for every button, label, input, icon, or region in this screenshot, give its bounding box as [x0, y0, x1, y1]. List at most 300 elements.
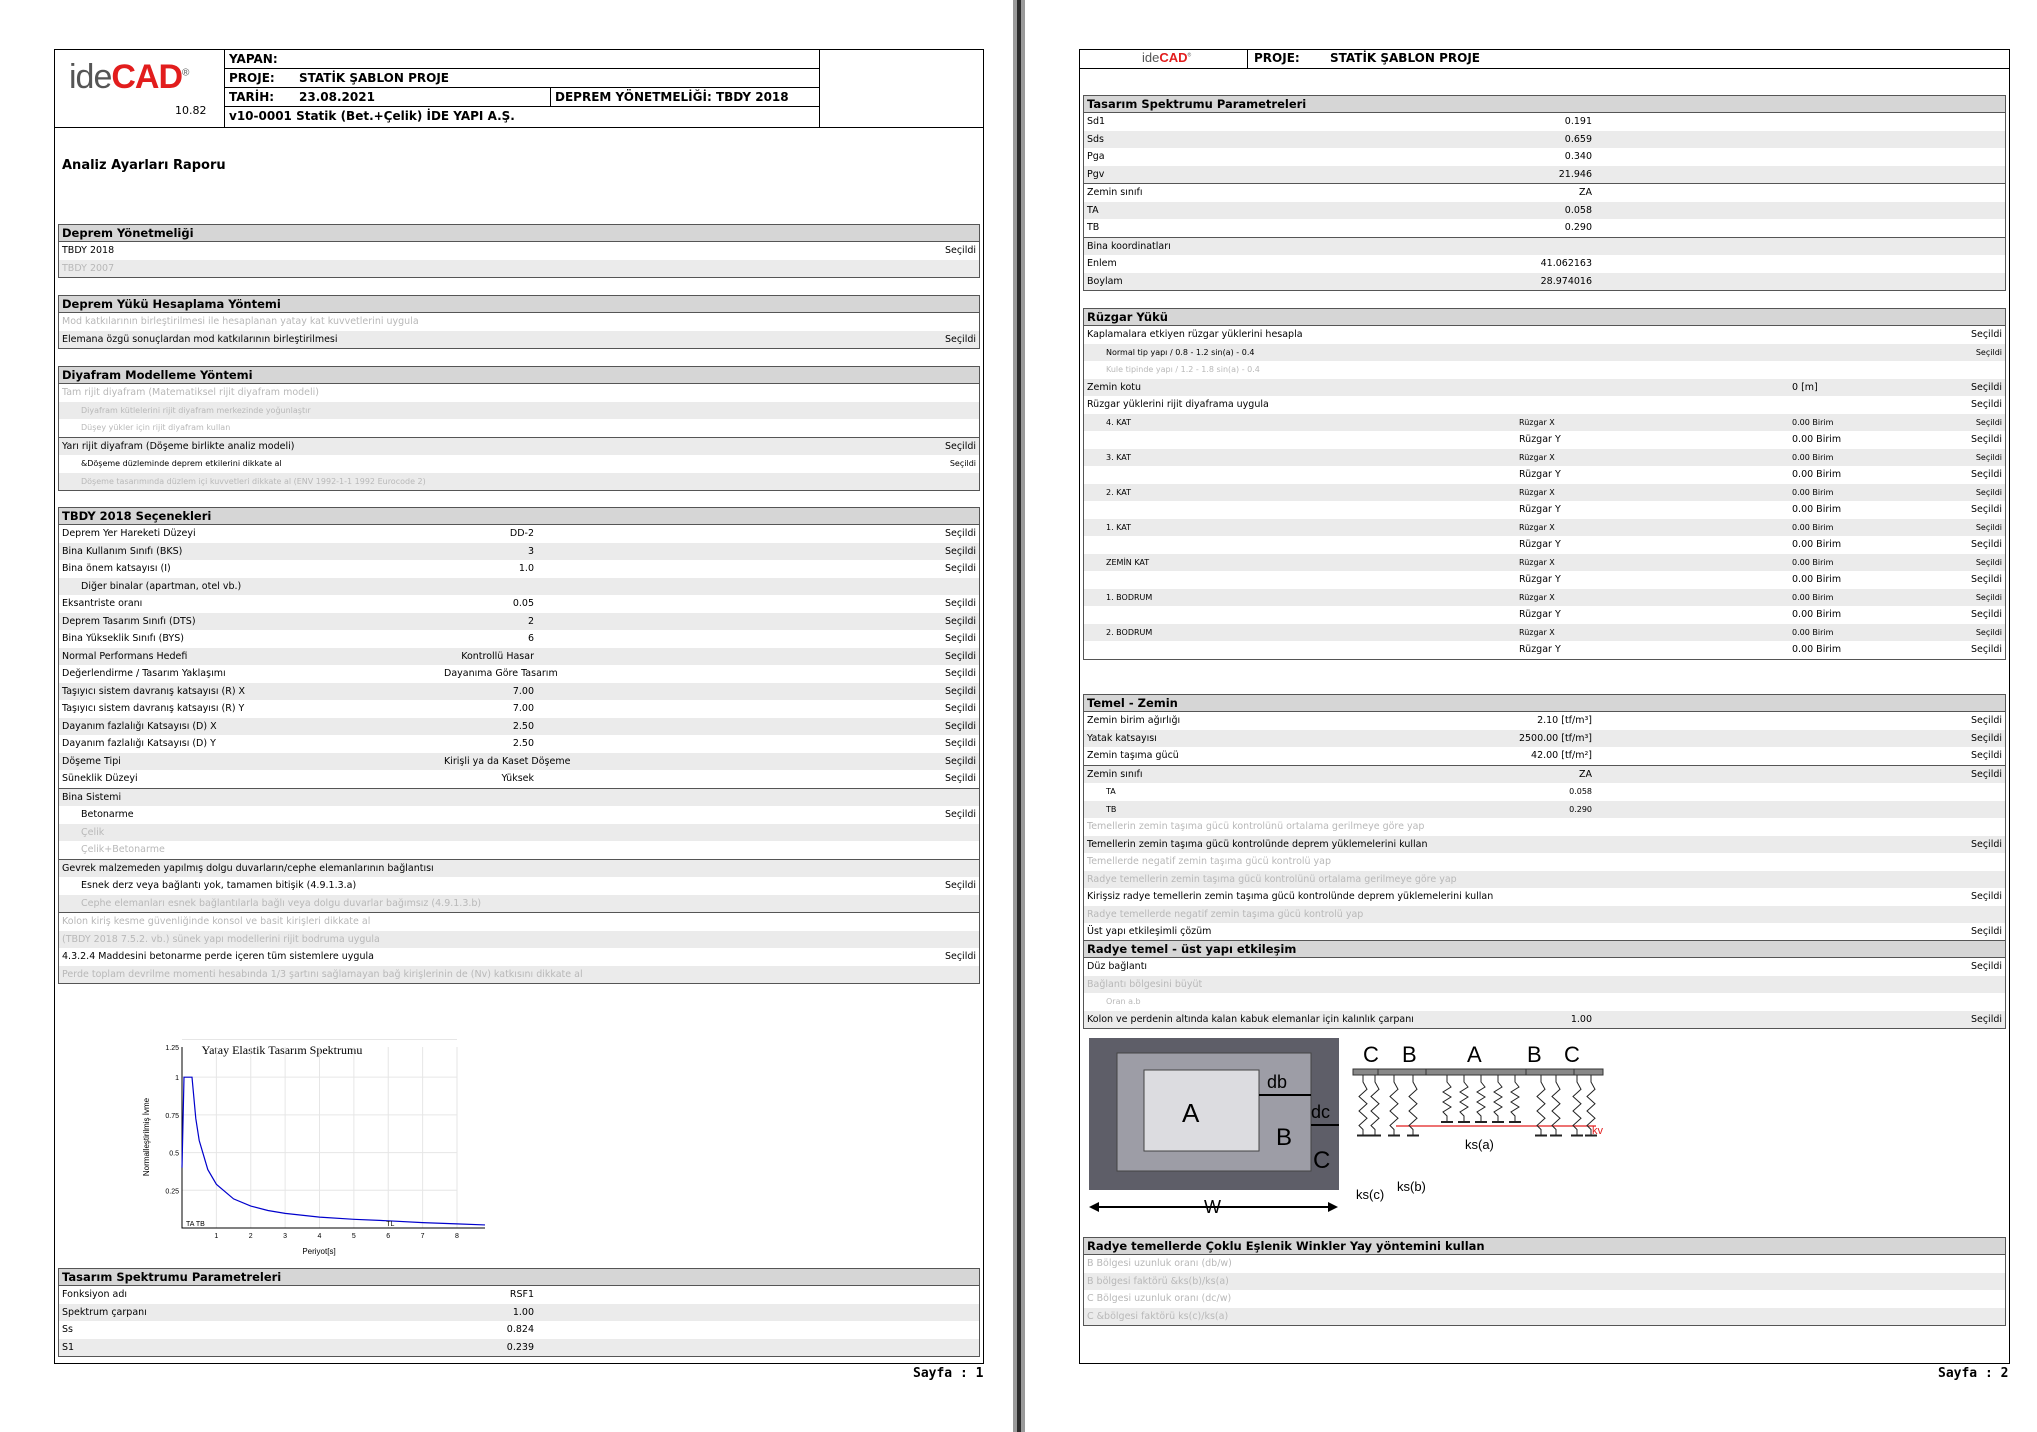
- row-label: Sds: [1087, 133, 1105, 145]
- row-value: 21.946: [1558, 168, 1592, 180]
- section-title: Deprem Yükü Hesaplama Yöntemi: [59, 296, 979, 313]
- row-direction: Rüzgar Y: [1519, 469, 1561, 480]
- table-row: [1084, 993, 2005, 1011]
- row-label: Perde toplam devrilme momenti hesabında 1/3 şartını sağlamayan bağ kirişlerinin de (Nv) katkısını dikkate al: [62, 968, 583, 980]
- row-selected-flag: Seçildi: [1970, 539, 2002, 550]
- row-label: Radye temellerde negatif zemin taşıma gücü kontrolü yap: [1087, 908, 1364, 920]
- row-value: 1.0: [518, 563, 534, 574]
- row-label: Döşeme tasarımında düzlem içi kuvvetleri dikkate al (ENV 1992-1-1 1992 Eurocode 2): [81, 476, 426, 486]
- row-label: Pgv: [1087, 168, 1105, 180]
- row-value: 2.10 [tf/m³]: [1537, 715, 1592, 726]
- proje-label: PROJE:: [229, 71, 275, 85]
- table-row: [59, 260, 979, 278]
- table-row: [1084, 361, 2005, 379]
- row-value: 0.05: [512, 598, 534, 609]
- row-value: DD-2: [509, 528, 534, 539]
- spring: [1443, 1075, 1451, 1122]
- row-label: Değerlendirme / Tasarım Yaklaşımı: [62, 668, 226, 679]
- proje-value: STATİK ŞABLON PROJE: [299, 71, 449, 85]
- page-frame: [1079, 49, 2010, 1364]
- x-tick-label: 4: [317, 1233, 322, 1240]
- table-row: [59, 841, 979, 859]
- table-row: [1084, 606, 2005, 624]
- row-label: Dayanım fazlalığı Katsayısı (D) Y: [62, 738, 216, 749]
- row-direction: Rüzgar X: [1519, 487, 1555, 497]
- table-row: [59, 578, 979, 596]
- row-label: Enlem: [1087, 258, 1117, 269]
- row-selected-flag: Seçildi: [1970, 715, 2002, 726]
- row-label: B bölgesi faktörü &ks(b)/ks(a): [1087, 1275, 1229, 1287]
- row-selected-flag: Seçildi: [1975, 452, 2002, 462]
- spring: [1511, 1075, 1519, 1122]
- section-title: Tasarım Spektrumu Parametreleri: [1084, 96, 2005, 113]
- table-row: [59, 753, 979, 771]
- y-tick-label: 1.25: [165, 1045, 179, 1052]
- top-label-c-left: C: [1363, 1042, 1379, 1067]
- row-value: 0.00 Birim: [1792, 557, 1834, 567]
- page-number: Sayfa : 2: [1938, 1366, 2009, 1381]
- section-title: TBDY 2018 Seçenekleri: [59, 508, 979, 525]
- row-value: 2.50: [512, 738, 534, 749]
- x-tick-label: 7: [420, 1233, 425, 1240]
- section-title: Radye temellerde Çoklu Eşlenik Winkler Yay yöntemini kullan: [1084, 1238, 2005, 1255]
- row-label: Yarı rijit diyafram (Döşeme birlikte analiz modeli): [62, 440, 295, 452]
- row-label: Süneklik Düzeyi: [62, 773, 138, 784]
- table-row: [1084, 906, 2005, 924]
- row-selected-flag: Seçildi: [1970, 434, 2002, 445]
- section-deprem-yonetmeligi: [58, 224, 980, 278]
- table-row: [1084, 976, 2005, 994]
- row-selected-flag: Seçildi: [1970, 504, 2002, 515]
- ks-b-label: ks(b): [1397, 1179, 1426, 1194]
- table-row: [1084, 414, 2005, 432]
- row-label: Bağlantı bölgesini büyüt: [1087, 978, 1203, 990]
- chart-y-axis-label: Normalleştirilmiş İvme: [142, 1097, 151, 1177]
- db-label: db: [1267, 1072, 1288, 1092]
- section-title: Rüzgar Yükü: [1084, 309, 2005, 326]
- spectrum-chart: [65, 1010, 485, 1260]
- table-row: [59, 1286, 979, 1304]
- zone-c-label: C: [1313, 1147, 1331, 1174]
- spring: [1371, 1075, 1379, 1136]
- row-value: Kontrollü Hasar: [461, 650, 534, 662]
- table-row: [59, 912, 979, 931]
- row-selected-flag: Seçildi: [944, 720, 976, 732]
- row-label: Spektrum çarpanı: [62, 1306, 147, 1318]
- row-label: Elemana özgü sonuçlardan mod katkılarının birleştirilmesi: [62, 333, 338, 345]
- row-label: Diyafram kütlelerini rijit diyafram merkezinde yoğunlaştır: [81, 405, 311, 415]
- row-label: Rüzgar yüklerini rijit diyaframa uygula: [1087, 399, 1269, 410]
- table-row: [1084, 326, 2005, 344]
- row-value: 2: [527, 615, 534, 627]
- row-selected-flag: Seçildi: [1975, 347, 2002, 357]
- table-row: [1084, 237, 2005, 256]
- table-row: [59, 630, 979, 648]
- tarih-value: 23.08.2021: [299, 90, 375, 104]
- table-row: [1084, 730, 2005, 748]
- table-row: [1084, 923, 2005, 941]
- row-label: Deprem Yer Hareketi Düzeyi: [62, 528, 196, 539]
- row-value: 0.00 Birim: [1792, 434, 1842, 445]
- row-value: 0.191: [1564, 116, 1592, 127]
- row-selected-flag: Seçildi: [1970, 644, 2002, 655]
- row-value: 0.00 Birim: [1792, 469, 1842, 480]
- ks-c-label: ks(c): [1356, 1187, 1385, 1202]
- row-label: 2. BODRUM: [1106, 627, 1153, 637]
- row-label: Döşeme Tipi: [62, 755, 121, 767]
- row-label: Bina koordinatları: [1087, 240, 1171, 252]
- row-selected-flag: Seçildi: [1970, 1013, 2002, 1025]
- table-row: [1084, 449, 2005, 467]
- table-row: [59, 1339, 979, 1357]
- row-selected-flag: Seçildi: [1970, 381, 2002, 393]
- row-label: Taşıyıcı sistem davranış katsayısı (R) X: [62, 685, 246, 697]
- table-row: [59, 384, 979, 402]
- section-temel-zemin: [1083, 694, 2006, 942]
- table-row: [59, 1304, 979, 1322]
- table-row: [1084, 1255, 2005, 1273]
- section-tasarim-spektrumu: [1083, 95, 2006, 291]
- row-selected-flag: Seçildi: [1970, 891, 2002, 902]
- table-row: [1084, 747, 2005, 765]
- table-row: [1084, 801, 2005, 819]
- row-selected-flag: Seçildi: [1970, 399, 2002, 410]
- table-row: [1084, 818, 2005, 836]
- section-radye-temel: [1083, 940, 2006, 1029]
- row-value: 0.239: [506, 1341, 534, 1353]
- table-row: [59, 437, 979, 456]
- x-tick-label: 5: [351, 1233, 356, 1240]
- table-row: [59, 859, 979, 878]
- table-row: [1084, 712, 2005, 730]
- row-value: ZA: [1578, 768, 1592, 780]
- section-diyafram: [58, 366, 980, 491]
- row-label: Normal tip yapı / 0.8 - 1.2 sin(a) - 0.4: [1106, 347, 1255, 357]
- ks-a-label: ks(a): [1465, 1137, 1494, 1152]
- row-label: 2. KAT: [1106, 487, 1132, 497]
- section-winkler: [1083, 1237, 2006, 1326]
- row-label: TB: [1087, 222, 1100, 233]
- row-selected-flag: Seçildi: [1970, 609, 2002, 620]
- row-label: Temellerin zemin taşıma gücü kontrolünü ortalama gerilmeye göre yap: [1087, 821, 1425, 832]
- table-row: [1084, 871, 2005, 889]
- row-selected-flag: Seçildi: [944, 333, 976, 345]
- row-value: 0.00 Birim: [1792, 609, 1842, 620]
- table-row: [1084, 431, 2005, 449]
- table-row: [1084, 501, 2005, 519]
- row-label: TBDY 2007: [62, 262, 115, 274]
- row-label: Temellerde negatif zemin taşıma gücü kontrolü yap: [1087, 856, 1332, 867]
- table-row: [1084, 166, 2005, 184]
- row-selected-flag: Seçildi: [1975, 627, 2002, 637]
- row-label: TA: [1106, 787, 1116, 796]
- row-selected-flag: Seçildi: [944, 598, 976, 609]
- row-selected-flag: Seçildi: [1970, 469, 2002, 480]
- row-direction: Rüzgar Y: [1519, 539, 1561, 550]
- row-value: 7.00: [512, 703, 534, 714]
- table-row: [1084, 484, 2005, 502]
- x-tick-label: 2: [248, 1233, 253, 1240]
- table-row: [1084, 1308, 2005, 1326]
- table-row: [1084, 958, 2005, 976]
- section-title: Diyafram Modelleme Yöntemi: [59, 367, 979, 384]
- table-row: [59, 560, 979, 578]
- row-label: Zemin kotu: [1087, 381, 1142, 393]
- row-label: B Bölgesi uzunluk oranı (db/w): [1087, 1258, 1232, 1269]
- row-selected-flag: Seçildi: [1970, 732, 2002, 744]
- row-label: Düşey yükler için rijit diyafram kullan: [81, 423, 231, 432]
- table-row: [59, 948, 979, 966]
- row-label: Diğer binalar (apartman, otel vb.): [81, 580, 242, 592]
- row-direction: Rüzgar Y: [1519, 574, 1561, 585]
- table-row: [1084, 466, 2005, 484]
- row-selected-flag: Seçildi: [944, 528, 976, 539]
- zone-a-label: A: [1182, 1098, 1200, 1128]
- row-selected-flag: Seçildi: [1975, 522, 2002, 532]
- table-row: [59, 419, 979, 437]
- row-selected-flag: Seçildi: [944, 703, 976, 714]
- row-value: 0.290: [1564, 222, 1592, 233]
- row-selected-flag: Seçildi: [1970, 574, 2002, 585]
- row-value: 0.00 Birim: [1792, 417, 1834, 427]
- row-value: 0 [m]: [1792, 381, 1818, 393]
- idecad-logo: ideCAD®: [1142, 50, 1192, 65]
- row-direction: Rüzgar X: [1519, 627, 1555, 637]
- table-row: [59, 735, 979, 753]
- table-row: [1084, 853, 2005, 871]
- row-selected-flag: Seçildi: [944, 440, 976, 452]
- software-version: v10-0001 Statik (Bet.+Çelik) İDE YAPI A.Ş.: [229, 109, 515, 123]
- row-value: 0.00 Birim: [1792, 574, 1842, 585]
- row-value: 0.00 Birim: [1792, 644, 1842, 655]
- row-label: Radye temellerin zemin taşıma gücü kontrolünü ortalama gerilmeye göre yap: [1087, 873, 1457, 885]
- row-value: 6: [527, 633, 534, 644]
- row-value: 0.00 Birim: [1792, 592, 1834, 602]
- zone-a-rect: [1144, 1070, 1259, 1151]
- table-row: [59, 806, 979, 824]
- row-label: 1. KAT: [1106, 522, 1132, 532]
- table-row: [59, 931, 979, 949]
- row-label: Düz bağlantı: [1087, 961, 1148, 972]
- row-value: 0.659: [1564, 133, 1592, 145]
- row-direction: Rüzgar X: [1519, 592, 1555, 602]
- row-selected-flag: Seçildi: [1975, 557, 2002, 567]
- yapan-label: YAPAN:: [229, 52, 278, 66]
- y-tick-label: 0.5: [169, 1150, 179, 1158]
- row-label: Zemin sınıfı: [1087, 187, 1143, 198]
- idecad-logo: ideCAD®: [69, 58, 189, 96]
- row-label: Dayanım fazlalığı Katsayısı (D) X: [62, 720, 217, 732]
- row-label: Kule tipinde yapı / 1.2 - 1.8 sin(a) - 0.4: [1106, 365, 1260, 374]
- table-row: [59, 648, 979, 666]
- row-value: ZA: [1578, 187, 1592, 198]
- y-tick-label: 1: [175, 1075, 179, 1083]
- section-tasarim-spektrumu: [58, 1268, 980, 1357]
- row-value: Kirişli ya da Kaset Döşeme: [444, 755, 571, 767]
- row-label: Boylam: [1087, 275, 1123, 287]
- row-label: Eksantriste oranı: [62, 598, 143, 609]
- report-page-1: [0, 0, 1013, 1432]
- row-selected-flag: Seçildi: [944, 951, 976, 962]
- spring: [1359, 1075, 1367, 1136]
- row-label: C &bölgesi faktörü ks(c)/ks(a): [1087, 1310, 1229, 1322]
- row-value: 7.00: [512, 685, 534, 697]
- row-label: (TBDY 2018 7.5.2. vb.) sünek yapı modellerini rijit bodruma uygula: [62, 933, 380, 945]
- table-row: [1084, 273, 2005, 291]
- row-direction: Rüzgar Y: [1519, 434, 1561, 445]
- row-label: Kolon ve perdenin altında kalan kabuk elemanlar için kalınlık çarpanı: [1087, 1013, 1414, 1025]
- row-label: Bina önem katsayısı (I): [62, 563, 171, 574]
- tl-marker: TL: [386, 1221, 395, 1228]
- table-row: [1084, 536, 2005, 554]
- row-direction: Rüzgar X: [1519, 557, 1555, 567]
- proje-value: STATİK ŞABLON PROJE: [1330, 51, 1480, 65]
- table-row: [1084, 1290, 2005, 1308]
- section-title: Temel - Zemin: [1084, 695, 2005, 712]
- row-value: 0.00 Birim: [1792, 539, 1842, 550]
- table-row: [59, 718, 979, 736]
- dc-label: dc: [1311, 1102, 1331, 1122]
- table-row: [59, 966, 979, 984]
- row-selected-flag: Seçildi: [944, 880, 976, 891]
- row-label: Kaplamalara etkiyen rüzgar yüklerini hesapla: [1087, 329, 1303, 340]
- row-value: 1.00: [1570, 1013, 1592, 1025]
- row-selected-flag: Seçildi: [1970, 838, 2002, 850]
- table-row: [1084, 113, 2005, 131]
- table-row: [1084, 1011, 2005, 1029]
- section-title: Radye temel - üst yapı etkileşim: [1084, 941, 2005, 958]
- row-value: 3: [527, 545, 534, 557]
- row-label: Tam rijit diyafram (Matematiksel rijit diyafram modeli): [62, 387, 319, 398]
- proje-label: PROJE:: [1254, 51, 1300, 65]
- table-row: [1084, 624, 2005, 642]
- table-row: [1084, 888, 2005, 906]
- table-row: [1084, 379, 2005, 397]
- section-tbdy-secenekleri: [58, 507, 980, 984]
- report-header: [55, 50, 983, 128]
- row-label: Mod katkılarının birleştirilmesi ile hesaplanan yatay kat kuvvetlerini uygula: [62, 316, 419, 327]
- row-label: Bina Sistemi: [62, 791, 122, 803]
- row-label: 3. KAT: [1106, 452, 1132, 462]
- w-label: W: [1204, 1197, 1221, 1216]
- row-value: Dayanıma Göre Tasarım: [444, 668, 558, 679]
- table-row: [1084, 219, 2005, 237]
- row-label: Betonarme: [81, 809, 134, 820]
- row-selected-flag: Seçildi: [1970, 961, 2002, 972]
- table-row: [1084, 554, 2005, 572]
- row-value: 0.00 Birim: [1792, 452, 1834, 462]
- row-selected-flag: Seçildi: [1975, 417, 2002, 427]
- row-direction: Rüzgar Y: [1519, 504, 1561, 515]
- row-selected-flag: Seçildi: [944, 650, 976, 662]
- row-label: S1: [62, 1341, 75, 1353]
- row-label: Çelik: [81, 826, 105, 838]
- x-tick-label: 8: [455, 1233, 459, 1240]
- version-label: 10.82: [175, 104, 207, 117]
- row-value: 0.00 Birim: [1792, 522, 1834, 532]
- table-row: [1084, 519, 2005, 537]
- row-label: Kirişsiz radye temellerin zemin taşıma gücü kontrolünde deprem yüklemelerini kullan: [1087, 891, 1494, 902]
- row-label: Deprem Tasarım Sınıfı (DTS): [62, 615, 196, 627]
- row-selected-flag: Seçildi: [1970, 768, 2002, 780]
- row-label: Esnek derz veya bağlantı yok, tamamen bitişik (4.9.1.3.a): [81, 880, 357, 891]
- row-label: Zemin taşıma gücü: [1087, 750, 1179, 761]
- chart-axes: [182, 1047, 485, 1228]
- row-direction: Rüzgar X: [1519, 452, 1555, 462]
- top-label-b-right: B: [1527, 1042, 1542, 1067]
- table-row: [59, 455, 979, 473]
- row-selected-flag: Seçildi: [944, 245, 976, 256]
- row-label: Üst yapı etkileşimli çözüm: [1087, 926, 1212, 937]
- table-row: [59, 331, 979, 349]
- row-direction: Rüzgar Y: [1519, 609, 1561, 620]
- row-value: 0.824: [506, 1324, 534, 1335]
- section-ruzgar-yuku: [1083, 308, 2006, 660]
- winkler-spring-diagram: [1086, 1036, 1606, 1216]
- row-value: 2.50: [512, 720, 534, 732]
- row-label: Zemin sınıfı: [1087, 768, 1143, 780]
- report-page-2: [1025, 0, 2037, 1432]
- row-label: Ss: [62, 1324, 73, 1335]
- row-value: 1.00: [512, 1306, 534, 1318]
- deprem-yonetmeligi: DEPREM YÖNETMELİĞİ: TBDY 2018: [555, 90, 789, 104]
- row-label: Çelik+Betonarme: [81, 844, 165, 855]
- row-label: 4. KAT: [1106, 417, 1132, 427]
- table-row: [59, 313, 979, 331]
- row-value: 28.974016: [1540, 275, 1592, 287]
- row-label: TA: [1087, 204, 1099, 216]
- row-value: 0.340: [1564, 151, 1592, 162]
- tarih-label: TARİH:: [229, 90, 275, 104]
- row-label: C Bölgesi uzunluk oranı (dc/w): [1087, 1293, 1232, 1304]
- row-value: 2500.00 [tf/m³]: [1518, 732, 1592, 744]
- table-row: [59, 665, 979, 683]
- chart-ticks: [165, 1045, 459, 1240]
- table-row: [59, 770, 979, 788]
- table-row: [59, 683, 979, 701]
- row-label: Fonksiyon adı: [62, 1289, 128, 1300]
- x-tick-label: 3: [283, 1233, 288, 1240]
- spring: [1460, 1075, 1468, 1122]
- report-header: [1080, 50, 2009, 69]
- x-tick-label: 6: [386, 1233, 391, 1240]
- table-row: [59, 595, 979, 613]
- row-selected-flag: Seçildi: [1970, 329, 2002, 340]
- row-label: Gevrek malzemeden yapılmış dolgu duvarların/cephe elemanlarının bağlantısı: [62, 862, 434, 874]
- row-selected-flag: Seçildi: [944, 668, 976, 679]
- row-selected-flag: Seçildi: [944, 563, 976, 574]
- table-row: [1084, 131, 2005, 149]
- table-row: [59, 1321, 979, 1339]
- row-value: 0.058: [1564, 204, 1592, 216]
- row-selected-flag: Seçildi: [944, 809, 976, 820]
- row-label: Bina Kullanım Sınıfı (BKS): [62, 545, 183, 557]
- row-value: 0.00 Birim: [1792, 627, 1834, 637]
- row-direction: Rüzgar X: [1519, 417, 1555, 427]
- page-frame: [54, 49, 984, 1364]
- row-label: Temellerin zemin taşıma gücü kontrolünde deprem yüklemelerini kullan: [1087, 838, 1428, 850]
- row-label: Sd1: [1087, 116, 1106, 127]
- table-row: [59, 525, 979, 543]
- row-direction: Rüzgar Y: [1519, 644, 1561, 655]
- row-label: Oran a.b: [1106, 997, 1141, 1006]
- row-label: Taşıyıcı sistem davranış katsayısı (R) Y: [62, 703, 245, 714]
- report-title: Analiz Ayarları Raporu: [62, 158, 226, 173]
- x-tick-label: 1: [214, 1233, 219, 1240]
- row-label: Kolon kiriş kesme güvenliğinde konsol ve basit kirişleri dikkate al: [62, 916, 371, 927]
- chart-grid: [182, 1039, 485, 1228]
- spring: [1494, 1075, 1502, 1122]
